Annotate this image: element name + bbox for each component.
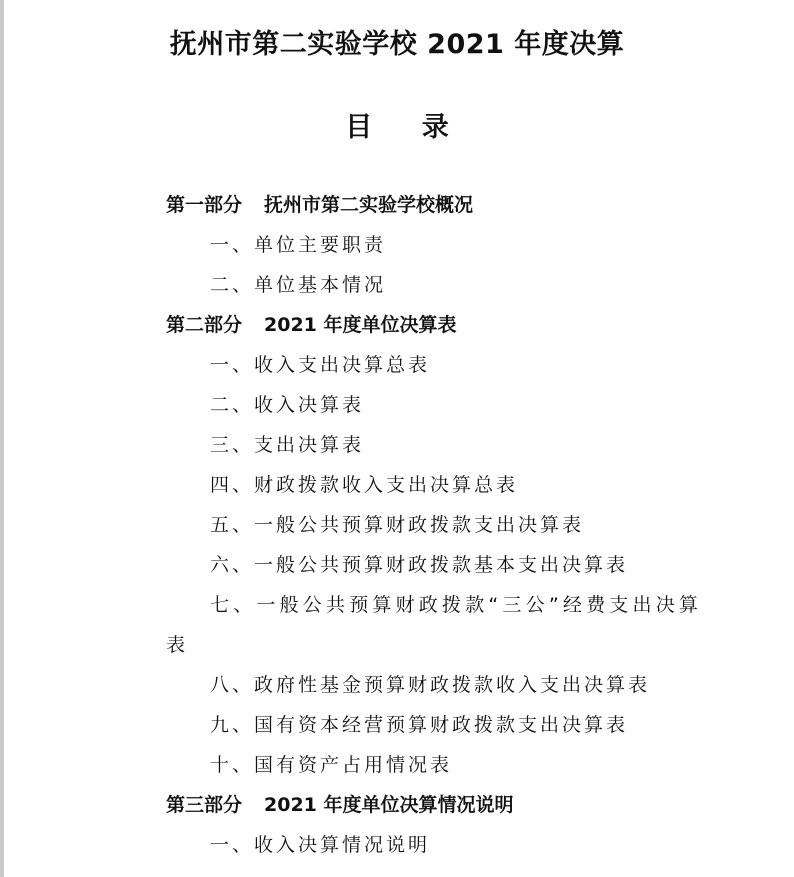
part-title: 2021 年度单位决算表 <box>264 314 457 336</box>
toc-item[interactable]: 二、单位基本情况 <box>210 274 387 296</box>
toc-item[interactable]: 九、国有资本经营预算财政拨款支出决算表 <box>210 714 629 736</box>
toc-item[interactable]: 一、收入决算情况说明 <box>210 834 431 856</box>
toc-item-continuation[interactable]: 表 <box>166 634 189 656</box>
toc-heading: 目 录 <box>345 112 449 143</box>
toc-part-1[interactable] <box>166 185 686 225</box>
part-label: 第二部分 <box>166 314 243 336</box>
toc-part-2[interactable] <box>166 305 686 345</box>
part-label: 第三部分 <box>166 794 243 816</box>
toc-item[interactable]: 六、一般公共预算财政拨款基本支出决算表 <box>210 554 629 576</box>
toc-item[interactable]: 八、政府性基金预算财政拨款收入支出决算表 <box>210 674 651 696</box>
document-title: 抚州市第二实验学校 2021 年度决算 <box>169 29 625 60</box>
part-label: 第一部分 <box>166 194 243 216</box>
table-of-contents <box>166 185 703 865</box>
toc-item[interactable]: 十、国有资产占用情况表 <box>210 754 453 776</box>
toc-item[interactable]: 三、支出决算表 <box>210 434 365 456</box>
toc-part-3[interactable] <box>166 785 686 825</box>
toc-item[interactable]: 五、一般公共预算财政拨款支出决算表 <box>210 514 585 536</box>
toc-item[interactable]: 一、收入支出决算总表 <box>210 354 431 376</box>
toc-item[interactable]: 一、单位主要职责 <box>210 234 387 256</box>
toc-item[interactable]: 四、财政拨款收入支出决算总表 <box>210 474 519 496</box>
toc-item[interactable]: 七、一般公共预算财政拨款“三公”经费支出决算 <box>210 594 703 616</box>
part-title: 抚州市第二实验学校概况 <box>264 194 474 216</box>
part-title: 2021 年度单位决算情况说明 <box>264 794 514 816</box>
toc-item[interactable]: 二、收入决算表 <box>210 394 365 416</box>
